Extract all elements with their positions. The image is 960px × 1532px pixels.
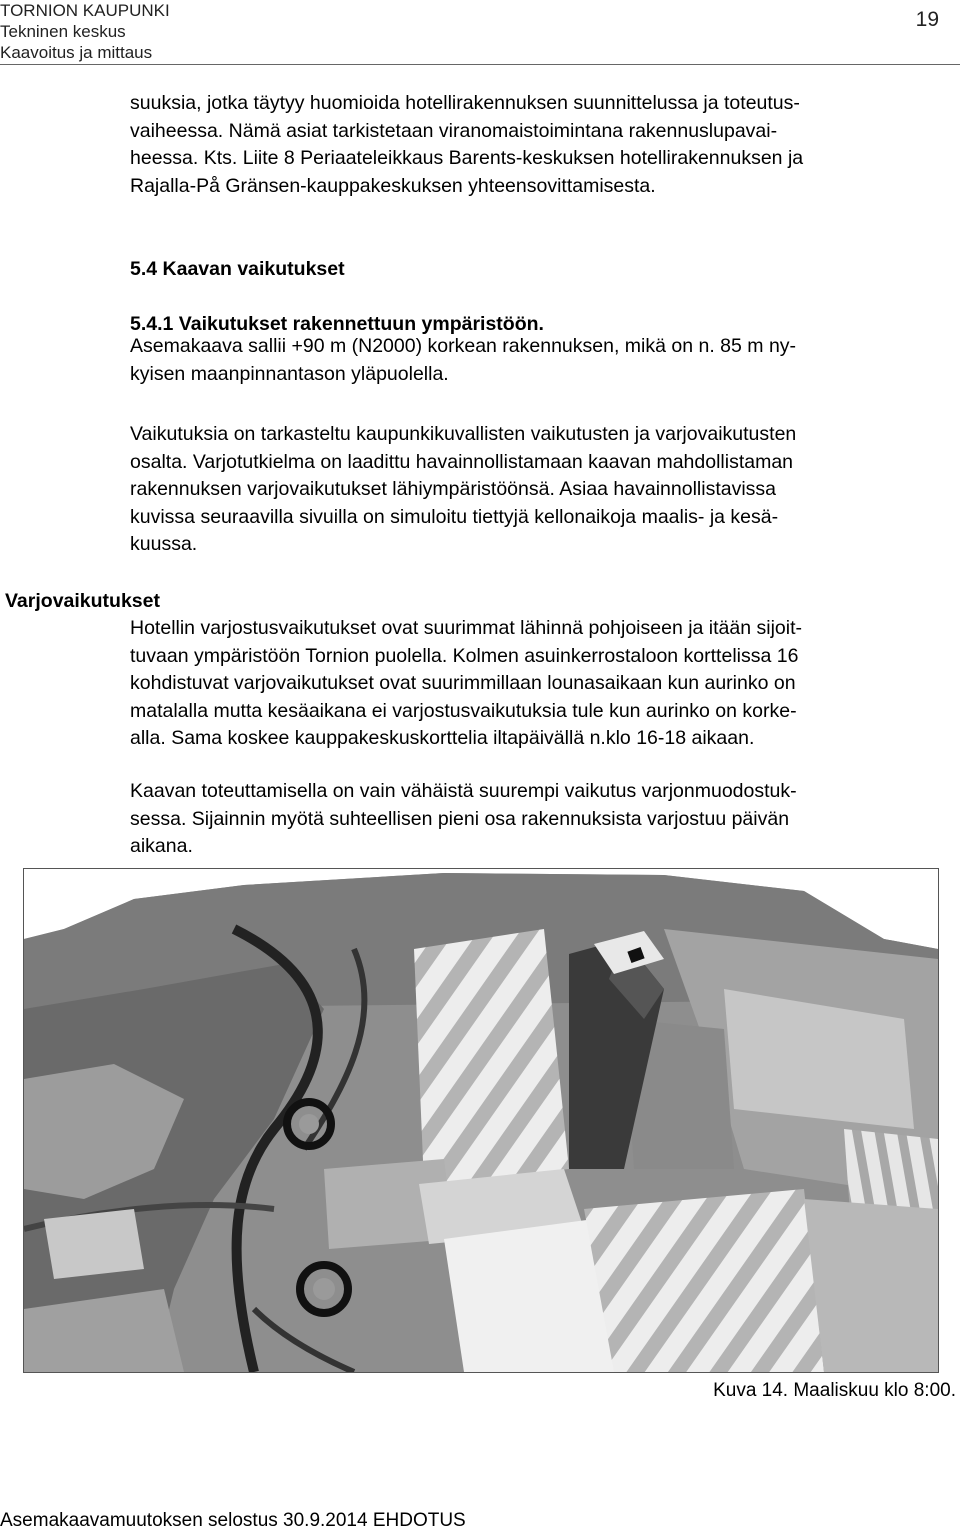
text-line: aikana.: [130, 835, 193, 857]
text-line: kuvissa seuraavilla sivuilla on simuloitu tiettyjä kellonaikoja maalis- ja kesä-: [130, 505, 779, 528]
text-line: Hotellin varjostusvaikutukset ovat suurimmat lähinnä pohjoiseen ja itään sijoit-: [130, 617, 803, 639]
paragraph-height: [130, 333, 796, 388]
text-line: sessa. Sijainnin myötä suhteellisen pieni osa rakennuksista varjostuu päivän: [130, 807, 790, 830]
unit-name: Kaavoitus ja mittaus: [0, 43, 153, 62]
organization-name: TORNION KAUPUNKI: [0, 1, 170, 20]
text-line: tuvaan ympäristöön Tornion puolella. Kolmen asuinkerrostaloon korttelissa 16: [130, 644, 799, 667]
text-line: kuussa.: [130, 533, 198, 555]
subsection-heading: 5.4.1 Vaikutukset rakennettuun ympäristöön.: [130, 313, 544, 335]
text-line: Kaavan toteuttamisella on vain vähäistä suurempi vaikutus varjonmuodostuk-: [130, 780, 797, 802]
text-line: Vaikutuksia on tarkasteltu kaupunkikuvallisten vaikutusten ja varjovaikutusten: [130, 423, 797, 445]
text-line: suuksia, jotka täytyy huomioida hotellirakennuksen suunnittelussa ja toteutus-: [130, 92, 800, 114]
text-line: kohdistuvat varjovaikutukset ovat suurimmillaan lounasaikaan kun aurinko on: [130, 672, 796, 694]
text-line: alla. Sama koskee kauppakeskuskorttelia iltapäivällä n.klo 16-18 aikaan.: [130, 727, 755, 749]
city-model-render: [24, 869, 938, 1372]
document-footer: Asemakaavamuutoksen selostus 30.9.2014 EHDOTUS: [0, 1510, 466, 1531]
text-line: vaiheessa. Nämä asiat tarkistetaan viranomaistoimintana rakennuslupavai-: [130, 119, 778, 142]
page-number: 19: [915, 8, 939, 31]
paragraph-shadow-effects: [130, 615, 802, 753]
shadow-heading: Varjovaikutukset: [5, 590, 160, 612]
paragraph-impacts: [130, 421, 796, 559]
intro-paragraph: [130, 90, 803, 200]
text-line: rakennuksen varjovaikutukset lähiympäristöönsä. Asiaa havainnollistavissa: [130, 478, 777, 500]
figure-caption: Kuva 14. Maaliskuu klo 8:00.: [713, 1380, 956, 1401]
text-line: osalta. Varjotutkielma on laadittu havainnollistamaan kaavan mahdollistaman: [130, 450, 794, 473]
text-line: Rajalla-På Gränsen-kauppakeskuksen yhteensovittamisesta.: [130, 174, 656, 197]
text-line: heessa. Kts. Liite 8 Periaateleikkaus Barents-keskuksen hotellirakennuksen ja: [130, 147, 804, 169]
text-line: kyisen maanpinnantason yläpuolella.: [130, 362, 449, 385]
section-heading: 5.4 Kaavan vaikutukset: [130, 258, 345, 280]
department-name: Tekninen keskus: [0, 22, 126, 41]
document-header: [0, 0, 170, 63]
shadow-study-image: [23, 868, 939, 1373]
header-divider: [0, 64, 960, 65]
text-line: matalalla mutta kesäaikana ei varjostusvaikutuksia tule kun aurinko on korke-: [130, 699, 797, 722]
text-line: Asemakaava sallii +90 m (N2000) korkean rakennuksen, mikä on n. 85 m ny-: [130, 335, 797, 357]
paragraph-conclusion: [130, 778, 797, 861]
